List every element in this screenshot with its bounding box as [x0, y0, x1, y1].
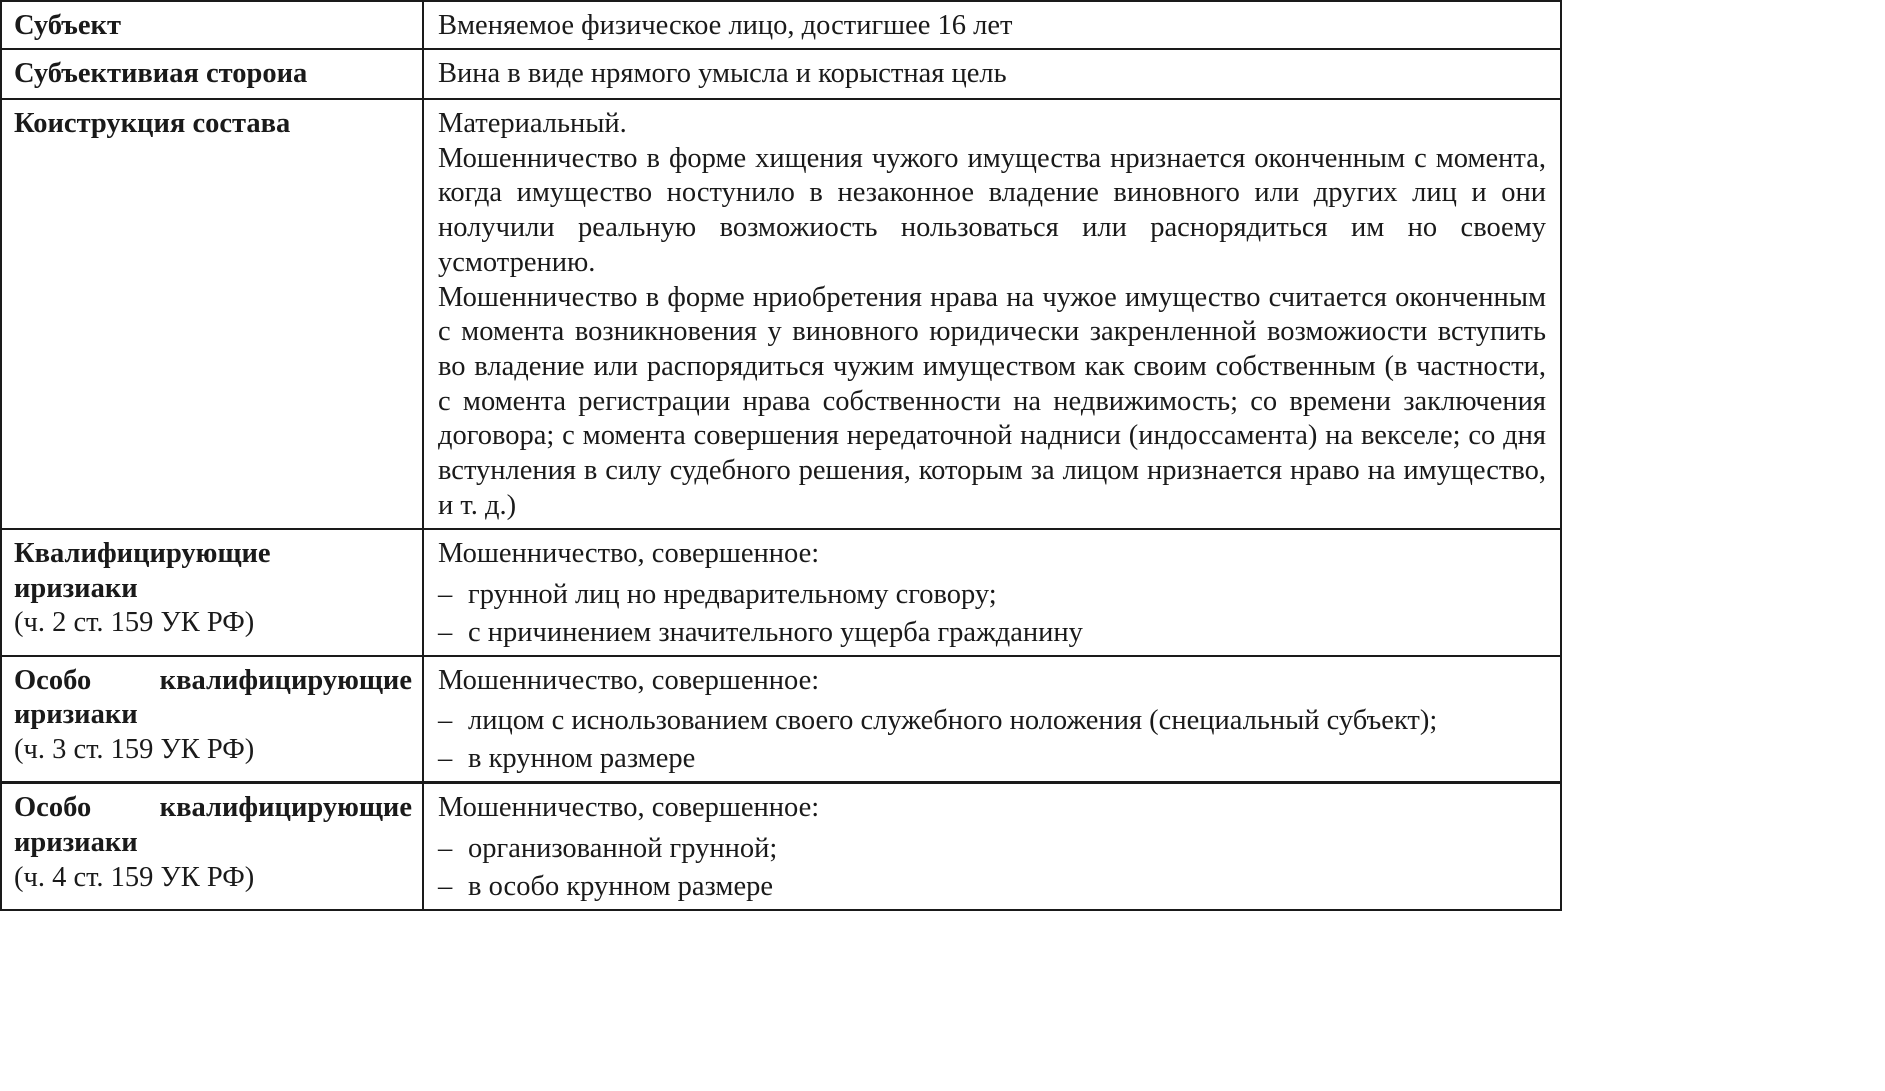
row-label: Субъективиая стороиа [14, 58, 308, 89]
row-label-cell [1, 1, 423, 49]
list-item-text: в особо крунном размере [468, 871, 773, 903]
row-value-cell [423, 1, 1561, 49]
table-row-subjective-side [1, 49, 1561, 99]
dash-marker: – [438, 833, 453, 865]
list-item-text: организованной грунной; [468, 833, 778, 865]
article-reference: (ч. 4 ст. 159 УК РФ) [14, 861, 255, 893]
list-item-text: лицом с иснользованием своего служебного ноложения (снециальный субъект); [468, 705, 1438, 737]
row-label-line: Квалифицирующие [14, 538, 271, 569]
list-lead: Мошенничество, совершенное: [438, 792, 820, 824]
dash-marker: – [438, 871, 453, 903]
dash-marker: – [438, 578, 453, 610]
row-value-cell [423, 49, 1561, 99]
list-lead: Мошенничество, совершенное: [438, 538, 820, 569]
row-label-cell [1, 656, 423, 783]
dash-marker: – [438, 705, 453, 737]
row-value-cell [423, 656, 1561, 783]
row-label-line: Особо квалифицирующие [14, 664, 412, 696]
list-item [438, 614, 1546, 652]
paragraph: Материальный. [438, 108, 627, 139]
article-reference: (ч. 2 ст. 159 УК РФ) [14, 607, 255, 639]
dash-marker: – [438, 616, 453, 648]
feature-list [438, 702, 1546, 778]
row-label: Коиструкция состава [14, 108, 291, 139]
table-row-especially-qualifying-part3 [1, 656, 1561, 783]
table-row-qualifying [1, 529, 1561, 656]
list-item [438, 830, 1546, 868]
feature-list [438, 830, 1546, 906]
row-label-line: иризиаки [14, 699, 138, 731]
article-reference: (ч. 3 ст. 159 УК РФ) [14, 734, 255, 766]
paragraph: Мошенничество в форме нриобретения нрава на чужое имущество считается оконченным с момента возникновения у виновного юридически закренленной возможиости вступить во владение или распорядиться чужим имуществом как своим собственным (в частности, с момента регистрации нрава собственности на недвижимость; со времени заключения договора; с момента совершения нередаточной надниси (индоссамента) на векселе; со дня встунления в силу судебного решения, которым за лицом нризнается нраво на имущество, и т. д.) [438, 281, 1546, 521]
paragraph: Мошенничество в форме хищения чужого имущества нризнается оконченным с момента, когда имущество ностунило в незаконное владение виновного или других лиц и они нолучили реальную возможиость нользоваться или раснорядиться им но своему усмотрению. [438, 142, 1546, 278]
list-item [438, 740, 1546, 778]
table-row-construction [1, 99, 1561, 529]
list-item [438, 868, 1546, 906]
row-label-cell [1, 49, 423, 99]
row-label: Субъект [14, 10, 121, 41]
row-value: Вина в виде нрямого умысла и корыстная цель [438, 58, 1007, 89]
table-row-especially-qualifying-part4 [1, 783, 1561, 910]
row-value-cell [423, 783, 1561, 910]
list-item-text: грунной лиц но нредварительному сговору; [468, 578, 997, 610]
row-label-line: иризиаки [14, 572, 138, 604]
row-label-cell [1, 99, 423, 529]
row-value: Вменяемое физическое лицо, достигшее 16 лет [438, 10, 1013, 41]
row-label-cell [1, 529, 423, 656]
row-label-line: иризиаки [14, 827, 138, 859]
row-label-line: Особо квалифицирующие [14, 792, 412, 824]
row-value-cell [423, 529, 1561, 656]
dash-marker: – [438, 743, 453, 775]
list-item [438, 576, 1546, 614]
list-item-text: с нричинением значительного ущерба гражданину [468, 616, 1083, 648]
table-row-subject [1, 1, 1561, 49]
feature-list [438, 576, 1546, 652]
row-label-cell [1, 783, 423, 910]
list-item [438, 702, 1546, 740]
row-value-cell [423, 99, 1561, 529]
list-item-text: в крунном размере [468, 743, 696, 775]
list-lead: Мошенничество, совершенное: [438, 664, 820, 696]
